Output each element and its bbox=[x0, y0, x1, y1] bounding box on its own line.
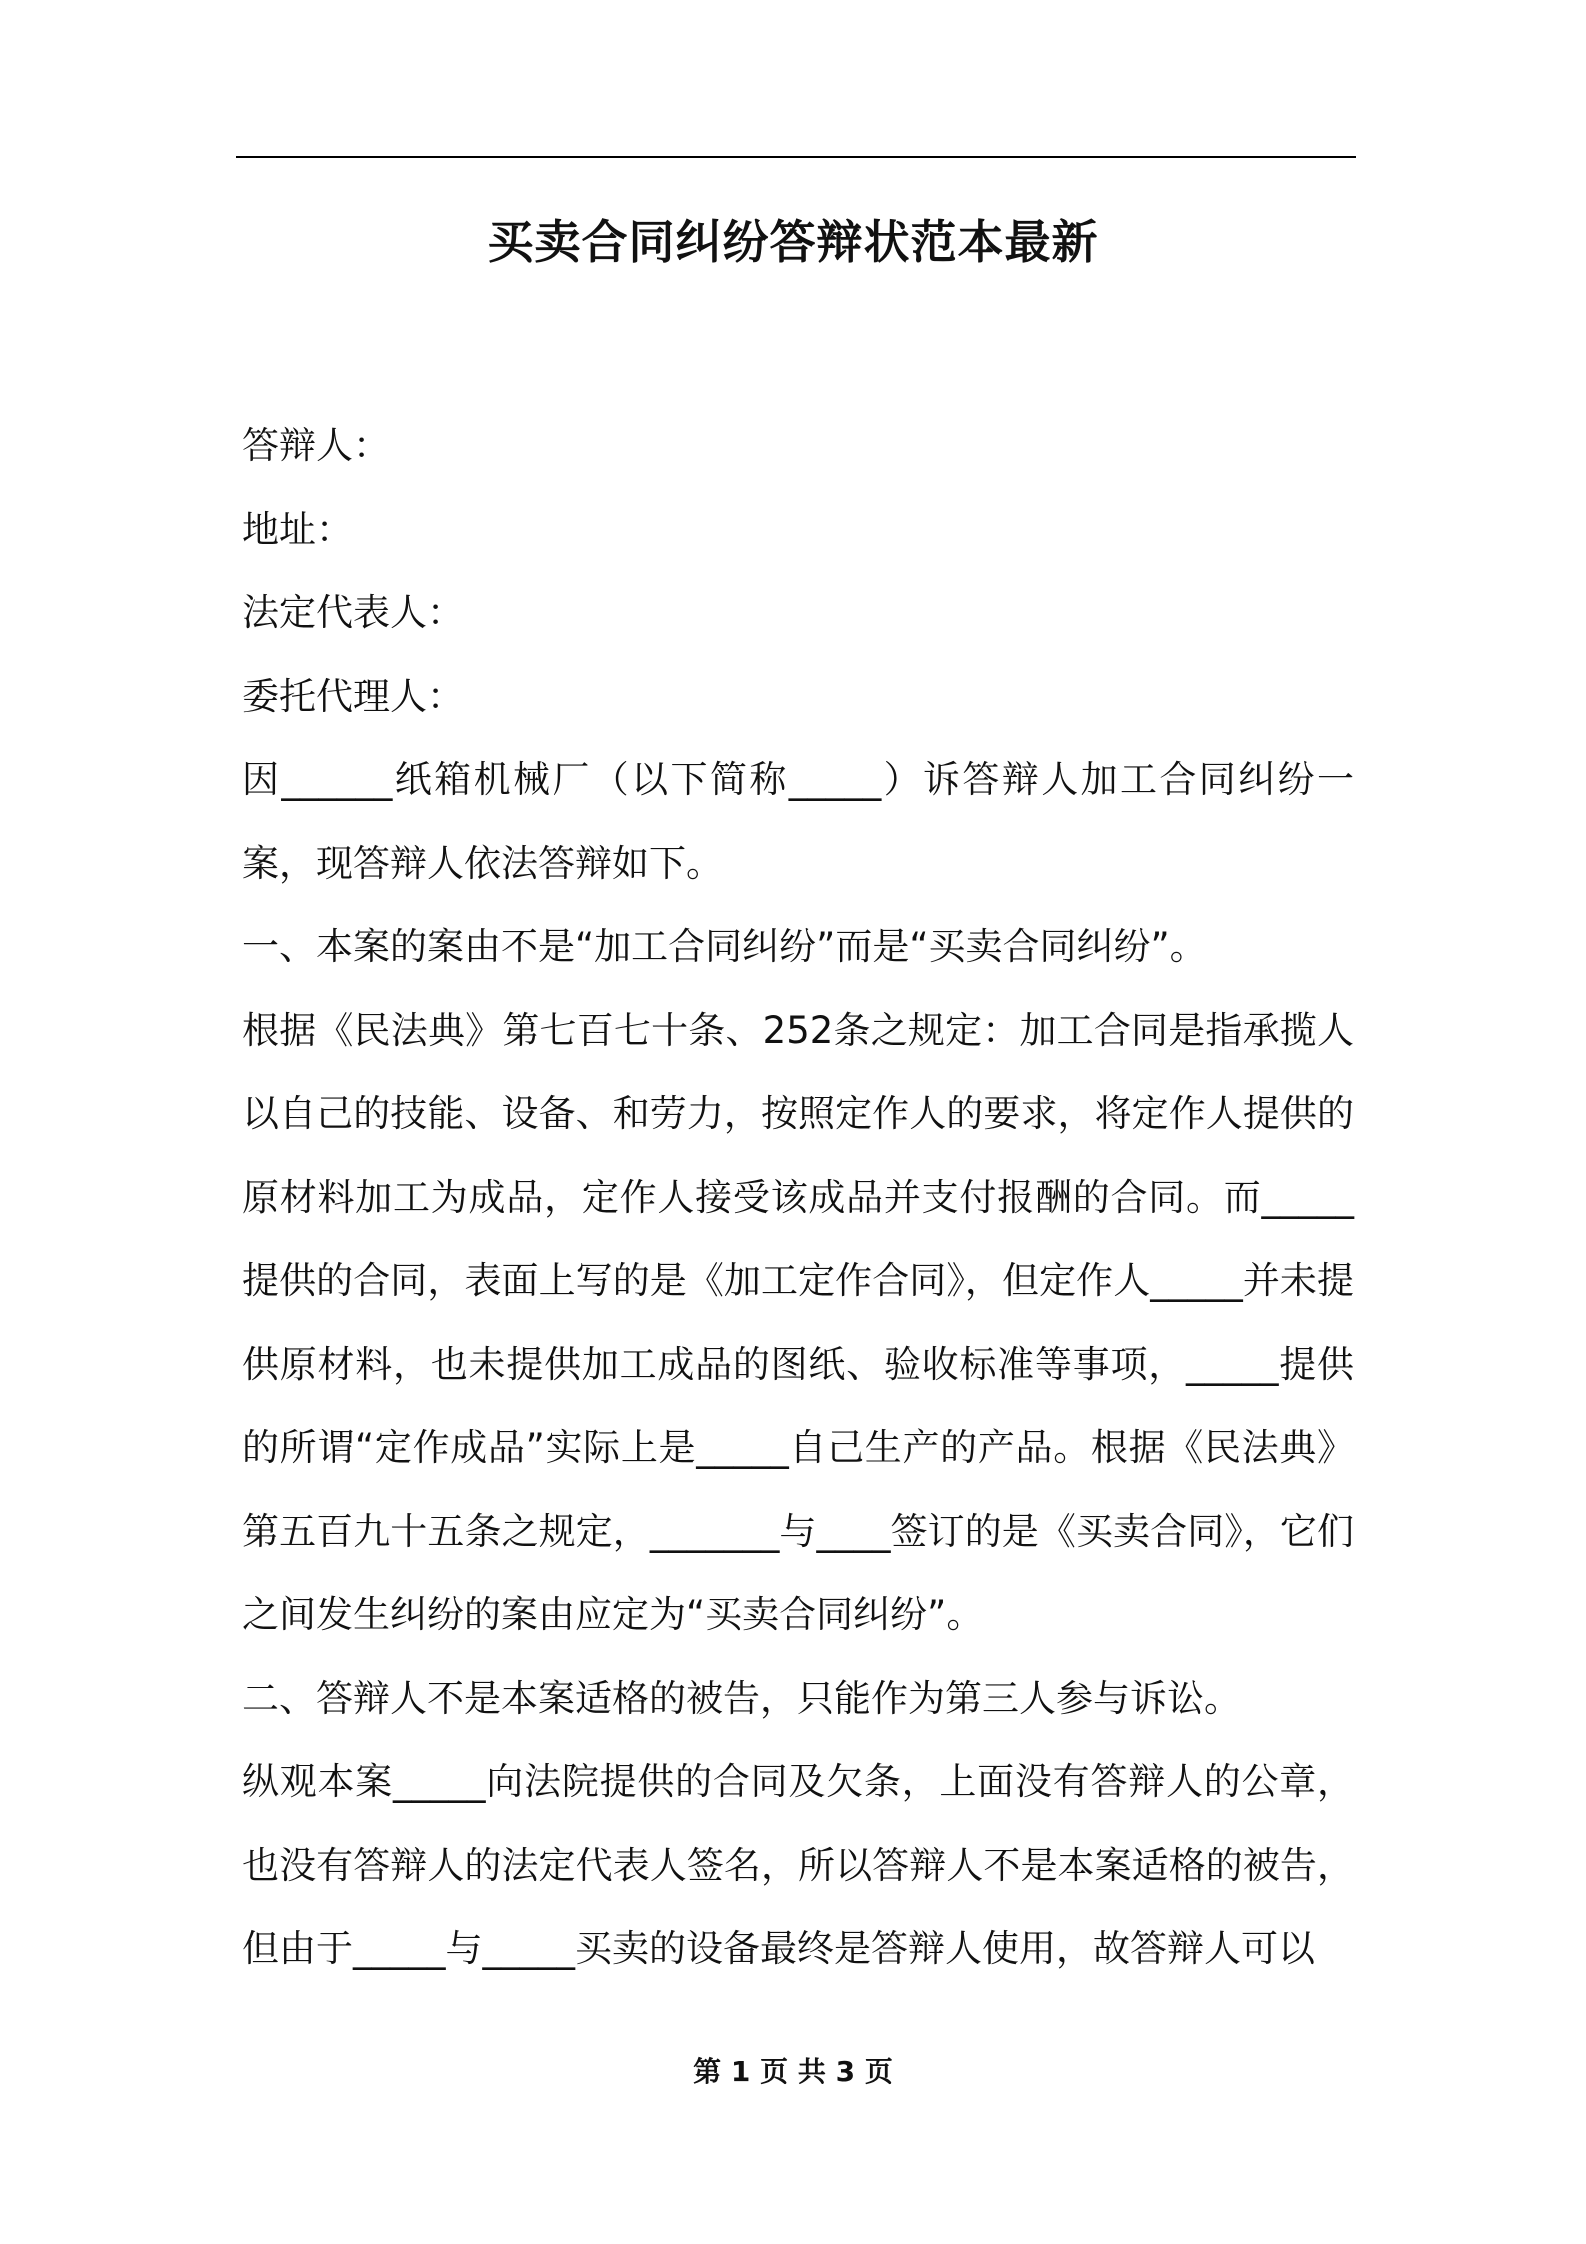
paragraph-argument-1: 根据《民法典》第七百七十条、252条之规定：加工合同是指承揽人以自己的技能、设备、和劳力，按照定作人的要求，将定作人提供的原材料加工为成品，定作人接受该成品并支付报酬的合同。而_____提供的合同，表面上写的是《加工定作合同》，但定作人_____并未提供原材料，也未提供加工成品的图纸、验收标准等事项，_____提供的所谓“定作成品”实际上是_____自己生产的产品。根据《民法典》第五百九十五条之规定，_______与____签订的是《买卖合同》，它们之间发生纠纷的案由应定为“买卖合同纠纷”。 bbox=[242, 1008, 1354, 1636]
paragraph-respondent: 答辩人： bbox=[242, 424, 390, 467]
header-rule bbox=[236, 156, 1356, 158]
paragraph-argument-2: 纵观本案_____向法院提供的合同及欠条，上面没有答辩人的公章，也没有答辩人的法定代表人签名，所以答辩人不是本案适格的被告，但由于_____与_____买卖的设备最终是答辩人使用，故答辩人可以 bbox=[242, 1760, 1354, 1970]
page-footer: 第 1 页 共 3 页 bbox=[693, 2055, 893, 2088]
paragraph-intro: 因______纸箱机械厂（以下简称_____）诉答辩人加工合同纠纷一案，现答辩人依法答辩如下。 bbox=[242, 758, 1354, 885]
document-title: 买卖合同纠纷答辩状范本最新 bbox=[487, 215, 1099, 269]
paragraph-address: 地址： bbox=[242, 507, 353, 551]
paragraph-authorized-agent: 委托代理人： bbox=[242, 674, 464, 718]
paragraph-heading-2: 二、答辩人不是本案适格的被告，只能作为第三人参与诉讼。 bbox=[242, 1676, 1241, 1720]
paragraph-legal-representative: 法定代表人： bbox=[242, 591, 464, 634]
document-body bbox=[242, 404, 1354, 1991]
paragraph-heading-1: 一、本案的案由不是“加工合同纠纷”而是“买卖合同纠纷”。 bbox=[242, 925, 1207, 968]
